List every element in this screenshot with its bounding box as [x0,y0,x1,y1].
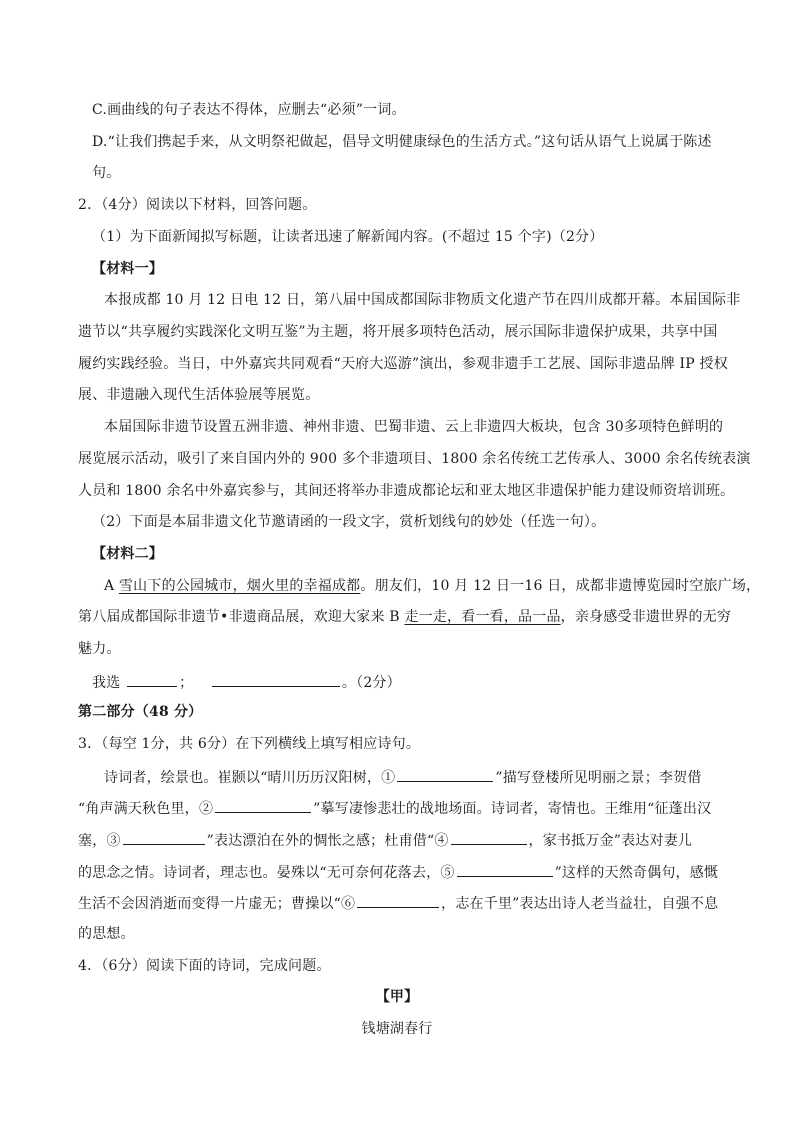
q3-text-4: ”摹写凄惨悲壮的战地场面。诗词者，寄情也。王维用“征蓬出汉 [313,801,712,817]
option-c: C.画曲线的句子表达不得体，应删去“必须”一词。 [92,102,406,118]
material-2-line-2-rest: ，亲身感受非遗世界的无穷 [560,609,732,625]
q3-text-5: 塞，③ [78,833,121,849]
part-2-heading: 第二部分（48 分） [78,704,203,720]
question-2-sub-2: （2）下面是本届非遗文化节邀请函的一段文字，赏析划线句的妙处（任选一句）。 [92,514,606,530]
answer-separator: ； [179,675,194,691]
material-2-line-3: 魅力。 [78,641,121,657]
poem-blank-6[interactable] [357,892,439,908]
material-1-para-1-line-2: 遗节以“共享履约实践深化文明互鉴”为主题，将开展多项特色活动，展示国际非遗保护成果，共享中国 [78,324,718,340]
option-d: D.“让我们携起手来，从文明祭祀做起，倡导文明健康绿色的生活方式。”这句话从语气上说属于陈述 [92,134,712,150]
question-3-line-2 [78,797,711,819]
q3-text-7: ，家书抵万金”表达对妻儿 [528,833,693,849]
q3-text-9: ”这样的天然奇偶句，感慨 [554,865,719,881]
answer-prefix: 我选 [92,675,121,691]
material-2-line-2-start: 第八届成都国际非遗节•非遗商品展，欢迎大家来 B [78,609,405,625]
label-a: A [104,578,119,594]
question-3-line-4 [78,861,718,883]
question-2-sub-1: （1）为下面新闻拟写标题，让读者迅速了解新闻内容。(不超过 15 个字)（2分） [92,229,604,245]
poem-title: 钱塘湖春行 [361,1021,433,1037]
poem-blank-3[interactable] [123,829,205,845]
question-3-line-1 [104,766,702,788]
poem-blank-1[interactable] [397,766,493,782]
poem-blank-5[interactable] [457,861,553,877]
underlined-sentence-a: 雪山下的公园城市，烟火里的幸福成都 [118,578,361,594]
answer-line [92,671,401,693]
material-1-label: 【材料一】 [92,261,163,277]
poem-blank-2[interactable] [215,797,311,813]
material-1-para-1-line-3: 履约实践经验。当日，中外嘉宾共同观看“天府大巡游”演出，参观非遗手工艺展、国际非遗品牌 IP 授权 [78,356,728,372]
question-2-heading: 2．（4分）阅读以下材料，回答问题。 [78,197,317,213]
question-3-heading: 3．（每空 1分，共 6分）在下列横线上填写相应诗句。 [78,736,421,752]
material-1-para-1-line-4: 展、非遗融入现代生活体验展等展览。 [78,387,320,403]
q3-text-10: 生活不会因消逝而变得一片虚无；曹操以“⑥ [78,896,356,912]
q3-text-11: ，志在千里”表达出诗人老当益壮，自强不息 [441,896,719,912]
choice-blank[interactable] [127,671,177,687]
underlined-sentence-b: 走一走，看一看，品一品 [404,609,561,625]
material-1-para-2-line-2: 展览展示活动，吸引了来自国内外的 900 多个非遗项目、1800 余名传统工艺传承人、3000 余名传统表演 [78,451,751,467]
material-2-line-2 [78,607,731,627]
material-2-label: 【材料二】 [92,546,163,562]
question-3-line-6: 的思想。 [78,926,135,942]
question-3-line-5 [78,892,718,914]
material-2-line-1-rest: 。朋友们，10 月 12 日一16 日，成都非遗博览园时空旅广场， [360,578,761,594]
q3-text-2: ”描写登楼所见明丽之景；李贺借 [495,770,702,786]
material-2-line-1 [104,576,760,596]
option-d-cont: 句。 [92,165,121,181]
answer-suffix: 。（2分） [341,675,401,691]
material-1-para-2-line-1: 本届国际非遗节设置五洲非遗、神州非遗、巴蜀非遗、云上非遗四大板块，包含 30多项特色鲜明的 [104,419,724,435]
material-1-para-2-line-3: 人员和 1800 余名中外嘉宾参与，其间还将举办非遗成都论坛和亚太地区非遗保护能力建设师资培训班。 [78,483,735,499]
material-1-para-1-line-1: 本报成都 10 月 12 日电 12 日，第八届中国成都国际非物质文化遗产节在四川成都开幕。本届国际非 [104,292,741,308]
q3-text-6: ”表达漂泊在外的惆怅之感；杜甫借“④ [206,833,449,849]
question-3-line-3 [78,829,692,851]
analysis-blank[interactable] [212,671,340,687]
poem-a-label: 【甲】 [375,989,419,1005]
q3-text-3: “角声满天秋色里，② [78,801,214,817]
q3-text-1: 诗词者，绘景也。崔颢以“晴川历历汉阳树，① [104,770,396,786]
poem-blank-4[interactable] [451,829,527,845]
q3-text-8: 的思念之情。诗词者，理志也。晏殊以“无可奈何花落去，⑤ [78,865,455,881]
question-4-heading: 4．（6分）阅读下面的诗词，完成问题。 [78,958,331,974]
